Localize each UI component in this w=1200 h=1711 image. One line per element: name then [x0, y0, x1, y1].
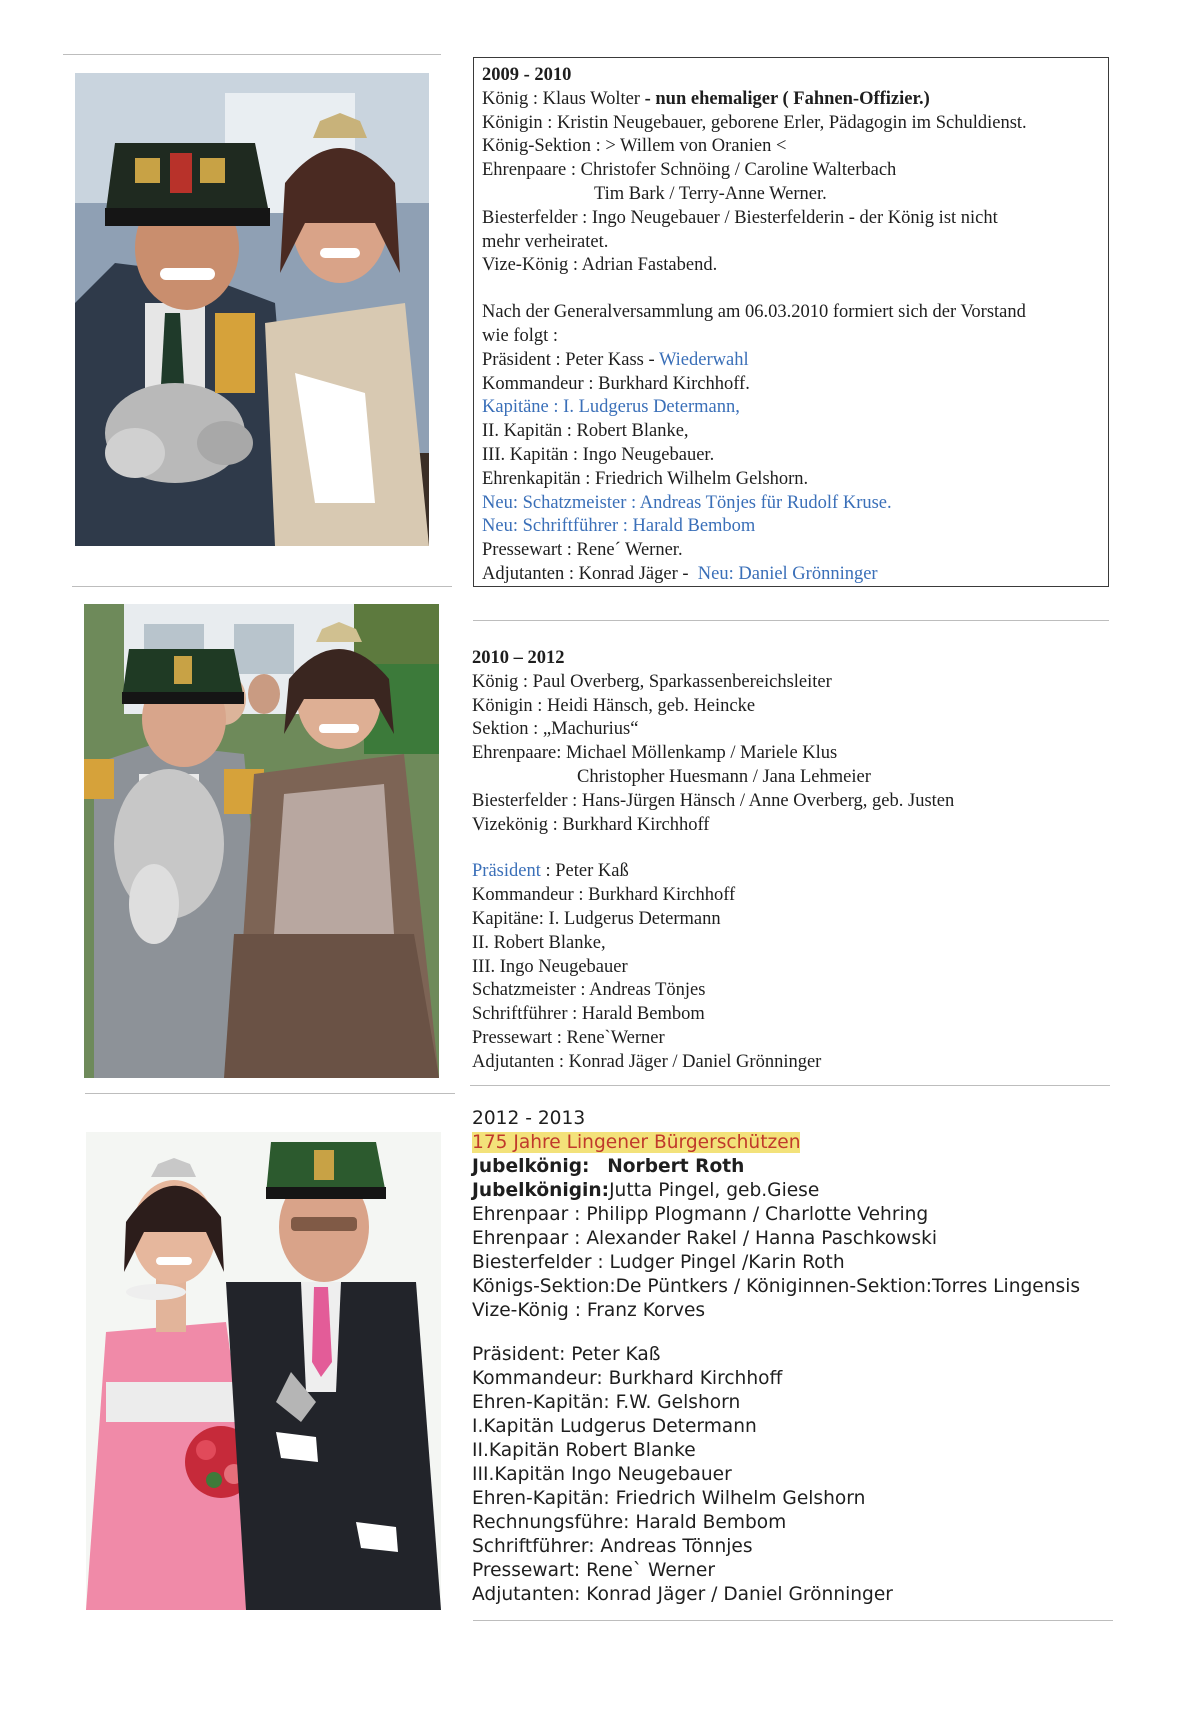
sektionen-line: Königs-Sektion:De Püntkers / Königinnen-Sektion:Torres Lingensis — [472, 1276, 1081, 1297]
jubelkoenig-value: Norbert Roth — [607, 1156, 745, 1177]
biesterfelder-line: Biesterfelder : Ingo Neugebauer / Biesterfelderin - der König ist nicht — [482, 207, 998, 228]
jubelkoenigin-line — [472, 1179, 1080, 1203]
kapitaen-2-line: II. Robert Blanke, — [472, 932, 606, 953]
king-queen-photo-2009 — [75, 73, 429, 546]
jubelkoenigin-label: Jubelkönigin: — [472, 1180, 610, 1201]
praesident-line — [482, 349, 1100, 373]
kommandeur-line: Kommandeur : Burkhard Kirchhoff — [472, 885, 736, 906]
kommandeur-line: Kommandeur : Burkhard Kirchhoff. — [482, 373, 750, 394]
ehrenkapitaen-line-1: Ehren-Kapitän: F.W. Gelshorn — [472, 1392, 741, 1413]
jubilee-line — [472, 1131, 1080, 1155]
rule-section3-bottom — [473, 1620, 1113, 1621]
adjutanten-line: Adjutanten: Konrad Jäger / Daniel Grönninger — [472, 1584, 893, 1605]
kapitaen-1-line: I.Kapitän Ludgerus Determann — [472, 1416, 757, 1437]
kommandeur-line: Kommandeur: Burkhard Kirchhoff — [472, 1368, 783, 1389]
jubelkoenig-line — [472, 1155, 1080, 1179]
jubilee-highlight: 175 Jahre Lingener Bürgerschützen — [472, 1132, 801, 1153]
jubilee-king-queen-photo-2012 — [86, 1132, 441, 1610]
pressewart-line: Pressewart : Rene´ Werner. — [482, 540, 683, 561]
kapitaen-3-line: III. Kapitän : Ingo Neugebauer. — [482, 444, 715, 465]
schatzmeister-line: Neu: Schatzmeister : Andreas Tönjes für Rudolf Kruse. — [482, 492, 892, 513]
biesterfelder-line-2: mehr verheiratet. — [482, 231, 609, 252]
pressewart-line: Pressewart : Rene`Werner — [472, 1027, 665, 1048]
king-queen-photo-2010 — [84, 604, 439, 1078]
schriftfuehrer-line: Neu: Schriftführer : Harald Bembom — [482, 516, 756, 537]
rechnungsfuehrer-line: Rechnungsführe: Harald Bembom — [472, 1512, 787, 1533]
ehrenpaare-line-2: Tim Bark / Terry-Anne Werner. — [594, 183, 827, 204]
koenig-label: König : Klaus Wolter — [482, 88, 640, 109]
schriftfuehrer-line: Schriftführer : Harald Bembom — [472, 1004, 705, 1025]
biesterfelder-line: Biesterfelder : Hans-Jürgen Hänsch / Anne Overberg, geb. Justen — [472, 790, 955, 811]
section-2012-2013 — [472, 1107, 1080, 1607]
section-2009-2010 — [473, 57, 1109, 587]
adjutanten-line — [482, 563, 1100, 587]
rule-photo2-bottom — [85, 1093, 455, 1094]
koenig-line: König : Paul Overberg, Sparkassenbereichsleiter — [472, 671, 832, 692]
ehrenpaare-line: Ehrenpaare: Michael Möllenkamp / Mariele Klus — [472, 743, 838, 764]
sektion-line: König-Sektion : > Willem von Oranien < — [482, 136, 787, 157]
koenigin-line: Königin : Heidi Hänsch, geb. Heincke — [472, 695, 756, 716]
year-heading: 2010 – 2012 — [472, 648, 565, 668]
rule-section2-bottom — [470, 1085, 1110, 1086]
vize-koenig-line: Vize-König : Franz Korves — [472, 1300, 706, 1321]
kapitaen-2-line: II. Kapitän : Robert Blanke, — [482, 421, 689, 442]
rule-top-left — [63, 54, 441, 55]
vize-koenig-line: Vize-König : Adrian Fastabend. — [482, 255, 718, 276]
vize-koenig-line: Vizekönig : Burkhard Kirchhoff — [472, 814, 710, 835]
praesident-label: Präsident — [472, 861, 541, 882]
praesident-line — [472, 860, 954, 884]
ehrenpaare-line: Ehrenpaare : Christofer Schnöing / Caroline Walterbach — [482, 160, 897, 181]
rule-section2-top — [473, 620, 1109, 621]
koenigin-line: Königin : Kristin Neugebauer, geborene Erler, Pädagogin im Schuldienst. — [482, 112, 1027, 133]
jubelkoenig-label: Jubelkönig: — [472, 1156, 590, 1177]
koenig-line — [482, 88, 1100, 112]
adjutanten-line: Adjutanten : Konrad Jäger / Daniel Grönninger — [472, 1051, 822, 1072]
adjutanten-text: Adjutanten : Konrad Jäger - — [482, 563, 694, 584]
schatzmeister-line: Schatzmeister : Andreas Tönjes — [472, 980, 706, 1001]
year-heading: 2009 - 2010 — [482, 65, 572, 85]
sektion-line: Sektion : „Machurius“ — [472, 719, 639, 740]
ehrenpaar-line-2: Ehrenpaar : Alexander Rakel / Hanna Paschkowski — [472, 1228, 938, 1249]
praesident-text: Präsident : Peter Kass - — [482, 349, 659, 370]
praesident-note: Wiederwahl — [658, 349, 749, 370]
kapitaen-3-line: III.Kapitän Ingo Neugebauer — [472, 1464, 732, 1485]
schriftfuehrer-line: Schriftführer: Andreas Tönnjes — [472, 1536, 753, 1557]
pressewart-line: Pressewart: Rene` Werner — [472, 1560, 715, 1581]
rule-photo1-bottom — [72, 586, 452, 587]
ehrenkapitaen-line: Ehrenkapitän : Friedrich Wilhelm Gelshorn. — [482, 468, 809, 489]
praesident-value: : Peter Kaß — [540, 861, 629, 882]
ehrenkapitaen-line-2: Ehren-Kapitän: Friedrich Wilhelm Gelshorn — [472, 1488, 866, 1509]
kapitaene-line: Kapitäne: I. Ludgerus Determann — [472, 908, 721, 929]
koenig-suffix: - nun ehemaliger ( Fahnen-Offizier.) — [639, 88, 930, 109]
year-heading: 2012 - 2013 — [472, 1108, 586, 1129]
praesident-line: Präsident: Peter Kaß — [472, 1344, 661, 1365]
kapitaene-line: Kapitäne : I. Ludgerus Determann, — [482, 397, 740, 418]
ehrenpaare-line-2: Christopher Huesmann / Jana Lehmeier — [577, 766, 871, 787]
adjutanten-new: Neu: Daniel Grönninger — [697, 563, 878, 584]
jubelkoenigin-value: Jutta Pingel, geb.Giese — [609, 1180, 820, 1201]
ehrenpaar-line-1: Ehrenpaar : Philipp Plogmann / Charlotte Vehring — [472, 1204, 929, 1225]
gv-line: Nach der Generalversammlung am 06.03.2010 formiert sich der Vorstand — [482, 302, 1026, 323]
section-2010-2012 — [472, 647, 954, 1075]
gv-line-2: wie folgt : — [482, 325, 559, 346]
kapitaen-3-line: III. Ingo Neugebauer — [472, 956, 628, 977]
kapitaen-2-line: II.Kapitän Robert Blanke — [472, 1440, 696, 1461]
biesterfelder-line: Biesterfelder : Ludger Pingel /Karin Roth — [472, 1252, 845, 1273]
